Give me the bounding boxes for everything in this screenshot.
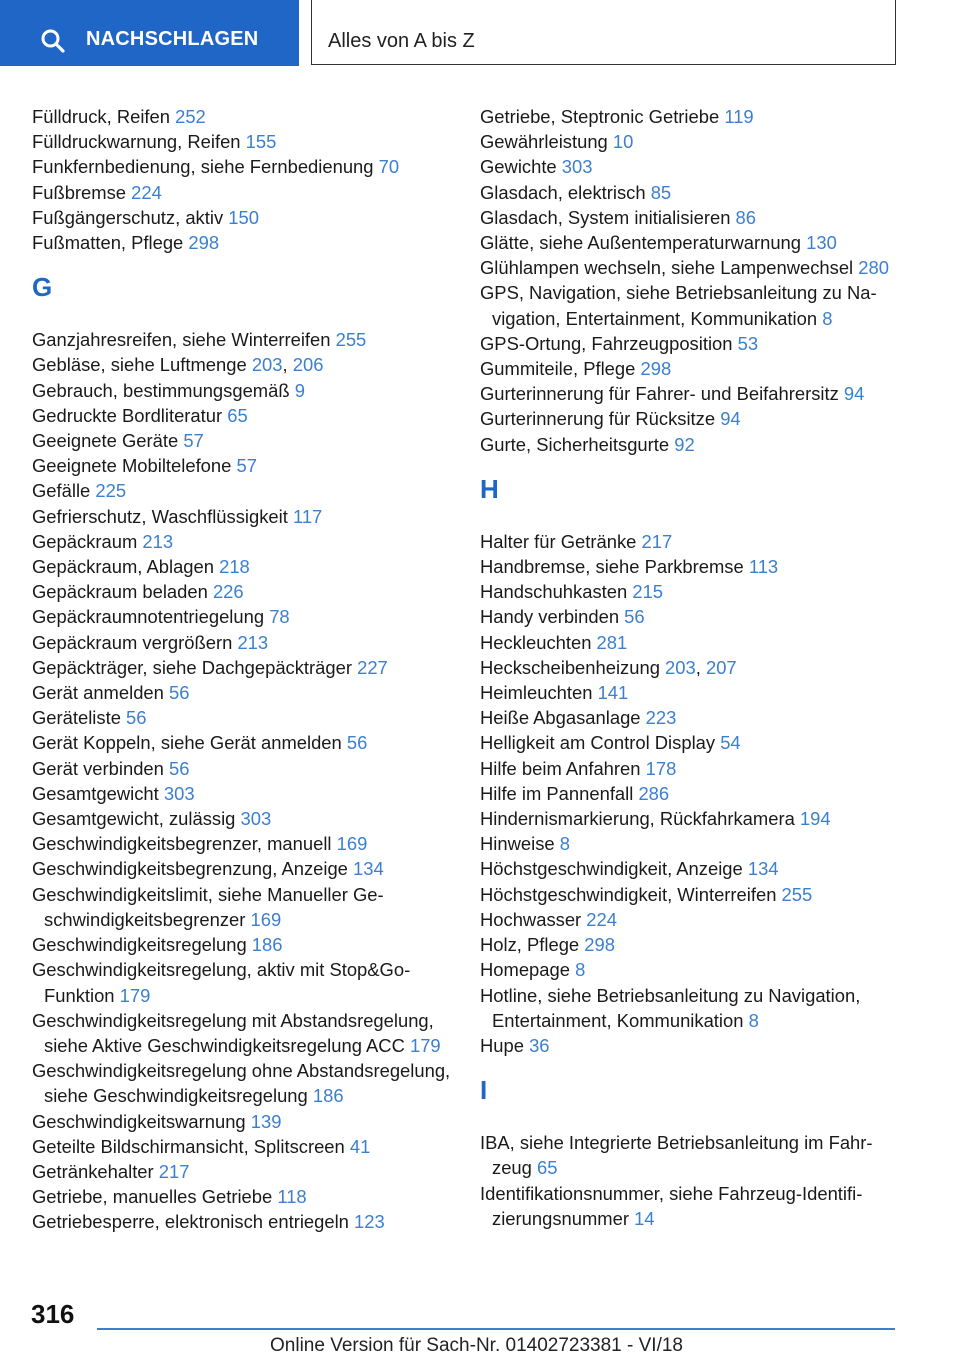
page-link[interactable]: 286 (638, 782, 670, 804)
page-link[interactable]: 207 (705, 656, 737, 678)
index-entry-text: Heckleuchten (480, 631, 597, 653)
index-entry (480, 331, 895, 356)
index-entry-text: Gerät Koppeln, siehe Gerät anmelden (32, 732, 347, 754)
index-entry-text: Glasdach, elektrisch (480, 181, 651, 203)
index-entry-text: Fülldruck, Reifen (32, 106, 176, 127)
index-entry-text: Handbremse, siehe Parkbremse (480, 556, 749, 578)
page-link[interactable]: 85 (650, 181, 672, 203)
tab-nachschlagen[interactable] (0, 0, 299, 66)
page-link[interactable]: 298 (188, 232, 220, 254)
page-link[interactable]: 194 (799, 808, 831, 830)
index-entry (32, 932, 452, 957)
index-entry-text: Fülldruckwarnung, Reifen (32, 131, 246, 153)
page-link[interactable]: 8 (748, 1009, 759, 1031)
index-entry: Gebläse, siehe Luftmenge 203, 206 (32, 354, 324, 376)
index-entry (480, 579, 895, 604)
index-entry (480, 554, 895, 579)
page-link[interactable]: 217 (158, 1160, 190, 1182)
page-link[interactable]: 203 (665, 656, 696, 678)
index-entry-text: Geschwindigkeitswarnung (32, 1110, 251, 1132)
index-entry (32, 478, 452, 503)
index-entry-text: Gewichte (480, 156, 562, 178)
index-entry-text: IBA, siehe Integrierte Betriebsanleitung im Fahrzeug (480, 1132, 873, 1179)
index-entry-text: Gepäckraum beladen (32, 581, 213, 603)
index-entry (32, 1184, 452, 1209)
index-entry (32, 604, 452, 629)
index-entry-text: Holz, Pflege (480, 934, 585, 956)
page-link[interactable]: 134 (747, 858, 779, 880)
page-link[interactable]: 94 (720, 408, 741, 430)
index-entry (32, 453, 452, 478)
index-entry-text: Halter für Getränke (480, 530, 642, 552)
index-entry (32, 680, 452, 705)
index-entry (32, 705, 452, 730)
index-entry-text: Geschwindigkeitsregelung mit Abstandsregelung, siehe Aktive Geschwindigkeitsregelung ACC (32, 1009, 434, 1056)
index-entry-text: Hilfe beim Anfahren (480, 757, 646, 779)
page-link[interactable]: 134 (353, 858, 384, 880)
index-entry-text: Gurte, Sicherheitsgurte (480, 433, 675, 455)
page-link[interactable]: 10 (612, 131, 634, 153)
page-link[interactable]: 56 (169, 757, 190, 779)
index-entry (32, 957, 452, 1007)
page-link[interactable]: 113 (748, 556, 779, 578)
index-entry-text: Gepäckraum (32, 530, 143, 552)
index-entry-text: Funkfernbedienung, siehe Fernbedienung (32, 156, 379, 178)
index-entry-text: Glätte, siehe Außentemperaturwarnung (480, 232, 807, 254)
index-entry (480, 630, 895, 655)
page-link[interactable]: 255 (781, 883, 813, 905)
page-link[interactable]: 53 (737, 332, 759, 354)
index-entry (480, 957, 895, 982)
page-link[interactable]: 123 (354, 1211, 385, 1233)
index-entry-text: Gurterinnerung für Rücksitze (480, 408, 721, 430)
index-entry-text: Handschuhkasten (480, 581, 633, 603)
index-entry-text: Gesamtgewicht (32, 782, 164, 804)
index-entry (32, 655, 452, 680)
index-entry (480, 104, 895, 129)
tab-label: NACHSCHLAGEN (86, 28, 259, 50)
page-link[interactable]: 169 (250, 908, 282, 930)
index-entry (480, 781, 895, 806)
index-entry-text: Fußbremse (32, 181, 132, 203)
page-link[interactable]: 8 (575, 959, 586, 981)
index-entry (32, 529, 452, 554)
index-entry-text: Gepäckraum, Ablagen (32, 556, 220, 578)
page-link[interactable]: 303 (163, 782, 195, 804)
index-entry-text: Homepage (480, 959, 576, 981)
index-entry (480, 381, 895, 406)
page-link[interactable]: 218 (219, 556, 250, 578)
index-entry (480, 806, 895, 831)
page-link[interactable]: 155 (245, 131, 277, 153)
page-link[interactable]: 213 (237, 631, 269, 653)
index-entry (480, 255, 895, 280)
index-entry-text: Ganzjahresreifen, siehe Winterreifen (32, 329, 336, 351)
page-link[interactable]: 56 (346, 732, 368, 754)
index-entry-text: Glasdach, System initialisieren (480, 206, 736, 228)
index-entry-text: Hupe (480, 1034, 530, 1056)
index-entry (480, 932, 895, 957)
index-entry: Heckscheibenheizung 203, 207 (480, 656, 737, 678)
page-link[interactable]: 8 (559, 833, 570, 855)
page-link[interactable]: 179 (119, 984, 151, 1006)
index-entry (32, 756, 452, 781)
page-link[interactable]: 252 (175, 106, 206, 127)
index-entry-text: Fußgängerschutz, aktiv (32, 206, 229, 228)
page-header (0, 0, 960, 66)
page-link[interactable]: 70 (378, 156, 400, 178)
index-entry-text: Gerät verbinden (32, 757, 169, 779)
index-entry (480, 1181, 895, 1231)
page-link[interactable]: 213 (142, 530, 174, 552)
index-entry-text: Hochwasser (480, 908, 587, 930)
page-link[interactable]: 225 (95, 480, 127, 502)
page-link[interactable]: 56 (169, 682, 190, 704)
index-entry-text: Heimleuchten (480, 682, 598, 704)
page-link[interactable]: 206 (292, 354, 324, 376)
index-entry-text: Getriebe, manuelles Getriebe (32, 1186, 278, 1208)
page-link[interactable]: 169 (336, 833, 368, 855)
index-column-left (32, 104, 452, 1235)
index-entry-text: Gefrierschutz, Waschflüssigkeit (32, 505, 293, 527)
page-link[interactable]: 57 (236, 455, 257, 477)
page-link[interactable]: 217 (641, 530, 673, 552)
index-entry-text: Identifikationsnummer, siehe Fahrzeug-Identifizierungsnummer (480, 1182, 863, 1229)
index-entry-text: GPS, Navigation, siehe Betriebsanleitung zu Navigation, Entertainment, Kommunikation (480, 282, 877, 329)
index-entry (32, 831, 452, 856)
page-link[interactable]: 41 (349, 1135, 371, 1157)
index-entry (480, 529, 895, 554)
index-entry-text: Gummiteile, Pflege (480, 358, 641, 380)
index-entry-text: Gedruckte Bordliteratur (32, 404, 228, 426)
page-link[interactable]: 65 (537, 1157, 558, 1179)
page-link[interactable]: 8 (822, 307, 833, 329)
index-entry (480, 882, 895, 907)
index-entry (480, 230, 895, 255)
index-entry (480, 356, 895, 381)
index-entry (480, 705, 895, 730)
index-entry (480, 205, 895, 230)
index-entry (480, 180, 895, 205)
index-entry-text: Hilfe im Pannenfall (480, 782, 639, 804)
page-link[interactable]: 139 (250, 1110, 282, 1132)
index-entry-text: GPS-Ortung, Fahrzeugposition (480, 332, 738, 354)
page-link[interactable]: 86 (735, 206, 756, 228)
index-entry (32, 579, 452, 604)
index-entry-text: Geeignete Geräte (32, 430, 184, 452)
page-link[interactable]: 150 (228, 206, 259, 228)
index-entry-text: Getränkehalter (32, 1160, 159, 1182)
page-link[interactable]: 255 (335, 329, 367, 351)
index-entry (32, 327, 452, 352)
page-link[interactable]: 36 (529, 1034, 550, 1056)
index-entry-text: Gefälle (32, 480, 96, 502)
index-entry-text: Höchstgeschwindigkeit, Anzeige (480, 858, 748, 880)
index-entry-text: Gurterinnerung für Fahrer- und Beifahrersitz (480, 383, 844, 405)
index-entry-text: Gepäckträger, siehe Dachgepäckträger (32, 656, 358, 678)
page-link[interactable]: 186 (312, 1085, 344, 1107)
index-entry (32, 1159, 452, 1184)
index-entry-text: Fußmatten, Pflege (32, 232, 189, 254)
page-link[interactable]: 9 (294, 379, 305, 401)
index-entry-text: Gepäckraum vergrößern (32, 631, 238, 653)
index-entry (32, 104, 452, 129)
index-entry-text: Gewährleistung (480, 131, 613, 153)
page-link[interactable]: 141 (597, 682, 629, 704)
index-entry-text: Glühlampen wechseln, siehe Lampenwechsel (480, 257, 859, 279)
page-link[interactable]: 118 (277, 1186, 307, 1208)
index-entry-text: Geschwindigkeitsbegrenzung, Anzeige (32, 858, 354, 880)
index-entry-text: Geschwindigkeitsregelung, aktiv mit Stop&Go-Funktion (32, 959, 411, 1006)
page-link[interactable]: 298 (640, 358, 672, 380)
page-number: 316 (31, 1299, 75, 1329)
page-link[interactable]: 226 (212, 581, 244, 603)
page-link[interactable]: 57 (183, 430, 204, 452)
index-entry-text: Gebrauch, bestimmungsgemäß (32, 379, 295, 401)
index-entry-text: Hindernismarkierung, Rückfahrkamera (480, 808, 800, 830)
index-letter-heading: I (480, 1075, 488, 1106)
index-entry (32, 1134, 452, 1159)
index-entry (32, 403, 452, 428)
index-entry-text: Geschwindigkeitslimit, siehe Manueller Geschwindigkeitsbegrenzer (32, 883, 384, 930)
index-entry-text: Höchstgeschwindigkeit, Winterreifen (480, 883, 782, 905)
index-entry (32, 1008, 452, 1058)
index-entry (480, 154, 895, 179)
index-entry-text: Geräteliste (32, 707, 127, 729)
section-title-box (311, 0, 896, 65)
index-entry-text: Geschwindigkeitsregelung ohne Abstandsregelung, siehe Geschwindigkeitsregelung (32, 1060, 451, 1107)
index-letter-heading: G (32, 272, 53, 303)
index-entry-text: Getriebe, Steptronic Getriebe (480, 106, 725, 127)
index-entry-text: Hinweise (480, 833, 560, 855)
page-link[interactable]: 94 (843, 383, 865, 405)
index-entry-text: Gepäckraumnotentriegelung (32, 606, 270, 628)
index-entry (480, 680, 895, 705)
index-entry (32, 1209, 452, 1234)
index-letter-heading: H (480, 473, 499, 504)
page-link[interactable]: 303 (240, 808, 272, 830)
index-entry-text: Hotline, siehe Betriebsanleitung zu Navigation, Entertainment, Kommunikation (480, 984, 861, 1031)
index-entry (32, 730, 452, 755)
page-link[interactable]: 78 (269, 606, 290, 628)
index-entry-text: Getriebesperre, elektronisch entriegeln (32, 1211, 355, 1233)
page-link[interactable]: 14 (634, 1207, 655, 1229)
index-entry (32, 630, 452, 655)
index-entry (480, 406, 895, 431)
index-entry-text: Handy verbinden (480, 606, 625, 628)
page-link[interactable]: 280 (858, 257, 889, 279)
index-entry (480, 983, 895, 1033)
page-link[interactable]: 119 (724, 106, 754, 127)
index-entry (480, 856, 895, 881)
section-title: Alles von A bis Z (328, 30, 475, 52)
index-entry (480, 604, 895, 629)
index-entry-text: Heiße Abgasanlage (480, 707, 646, 729)
index-entry (32, 856, 452, 881)
index-entry (480, 831, 895, 856)
index-entry-text: Geteilte Bildschirmansicht, Splitscreen (32, 1135, 350, 1157)
index-entry-text: Helligkeit am Control Display (480, 732, 721, 754)
index-entry (480, 280, 895, 330)
page-link[interactable]: 92 (674, 433, 695, 455)
index-entry (480, 129, 895, 154)
index-entry-text: Gesamtgewicht, zulässig (32, 808, 241, 830)
index-entry (32, 154, 452, 179)
index-entry (32, 806, 452, 831)
page-link[interactable]: 303 (561, 156, 593, 178)
index-entry (32, 781, 452, 806)
index-entry-text: Heckscheibenheizung (480, 656, 666, 678)
index-entry-text: Geschwindigkeitsregelung (32, 934, 252, 956)
index-entry (32, 1058, 452, 1108)
index-entry (480, 1130, 895, 1180)
page-link[interactable]: 227 (357, 656, 388, 678)
index-entry (32, 205, 452, 230)
page-link[interactable]: 203 (251, 354, 283, 376)
page-link[interactable]: 298 (584, 934, 615, 956)
page-link[interactable]: 56 (624, 606, 645, 628)
index-entry (32, 554, 452, 579)
page-link[interactable]: 281 (596, 631, 628, 653)
page-link[interactable]: 179 (409, 1034, 441, 1056)
index-entry-text: Geeignete Mobiltelefone (32, 455, 237, 477)
index-entry (32, 428, 452, 453)
index-entry (32, 504, 452, 529)
page-link[interactable]: 65 (227, 404, 248, 426)
index-entry (32, 882, 452, 932)
index-entry (32, 129, 452, 154)
index-entry (32, 378, 452, 403)
page-link[interactable]: 178 (645, 757, 677, 779)
page-link[interactable]: 215 (632, 581, 664, 603)
footer-divider (97, 1328, 895, 1330)
index-entry (480, 907, 895, 932)
index-entry-text: Geschwindigkeitsbegrenzer, manuell (32, 833, 337, 855)
page-link[interactable]: 223 (645, 707, 677, 729)
page-link[interactable]: 224 (586, 908, 617, 930)
page-link[interactable]: 56 (126, 707, 147, 729)
index-entry-text: Gebläse, siehe Luftmenge (32, 354, 252, 376)
index-entry (480, 730, 895, 755)
index-entry (32, 180, 452, 205)
page-link[interactable]: 224 (131, 181, 162, 203)
index-entry-text: Gerät anmelden (32, 682, 169, 704)
search-icon (40, 28, 66, 54)
index-column-right (480, 104, 895, 1231)
page-link[interactable]: 117 (292, 505, 323, 527)
index-entry (480, 756, 895, 781)
page-link[interactable]: 54 (720, 732, 741, 754)
page-link[interactable]: 186 (251, 934, 283, 956)
edition-text: Online Version für Sach-Nr. 01402723381 - VI/18 (270, 1335, 683, 1356)
index-entry (32, 1109, 452, 1134)
page-link[interactable]: 130 (806, 232, 837, 254)
